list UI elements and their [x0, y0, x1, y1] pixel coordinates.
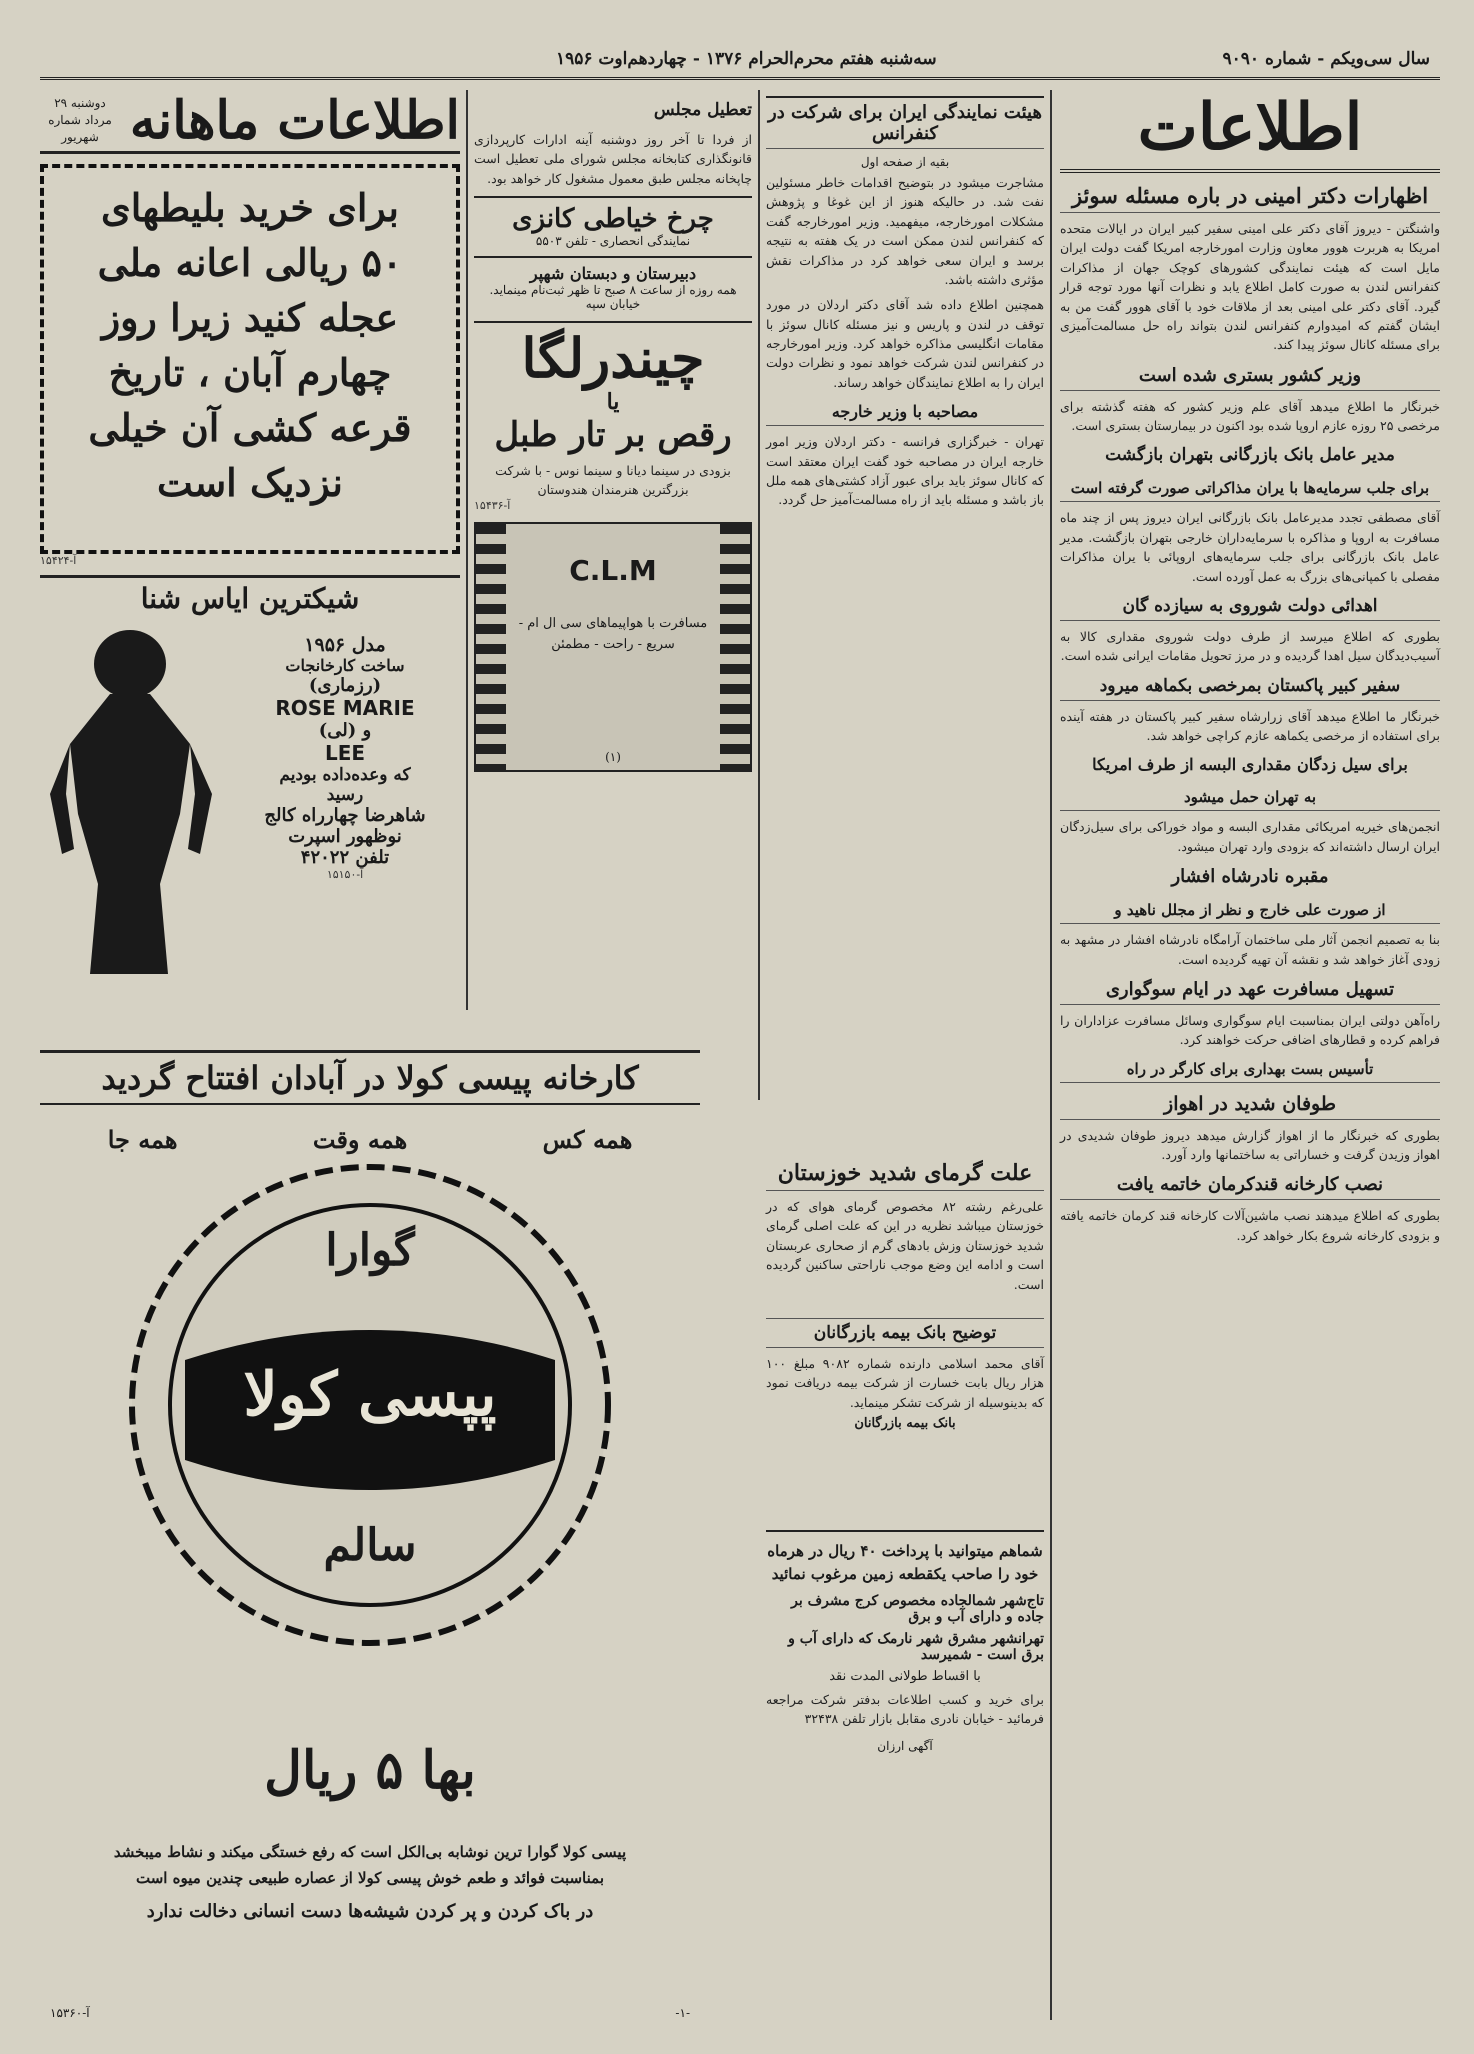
lottery-ad	[40, 164, 460, 554]
column-rule	[758, 90, 760, 1100]
lead-headline: اظهارات دکتر امینی در باره مسئله سوئز	[1060, 179, 1440, 213]
masthead: اطلاعات	[1060, 90, 1440, 173]
klm-logo: C.L.M	[569, 554, 657, 588]
ad-code: آ-۱۵۳۶۰	[50, 2006, 90, 2020]
ad-footer: آگهی ارزان	[877, 1738, 933, 1753]
klm-body: مسافرت با هواپیماهای سی ال ام - سریع - راحت - مطمئن	[518, 616, 708, 653]
film-strip	[720, 524, 750, 770]
subheadline: از صورت علی خارج و نظر از مجلل ناهید و	[1060, 897, 1440, 924]
pepsi-ad	[40, 1050, 700, 2030]
subheadline: به تهران حمل میشود	[1060, 784, 1440, 811]
article-body: تهران - خبرگزاری فرانسه - دکتر اردلان وزیر امور خارجه ایران در مصاحبه خود گفت ایران معتقد است که کانال سوئز باید برای عبور آزاد کشتی‌های همه ملل باز باشد و مسئله باید از راه مسالمت‌آمیز حل گردد.	[766, 434, 1044, 508]
slogan-item: همه کس	[542, 1125, 633, 1154]
ad-code: آ-۱۵۱۵۰	[326, 868, 364, 881]
swimsuit-figure-icon	[40, 624, 220, 984]
article-body: بطوری که خبرنگار ما از اهواز گزارش میدهد دیروز طوفان شدیدی در اهواز وزیدن گرفت و خساراتی به ساختمانها وارد آورد.	[1060, 1127, 1440, 1162]
footer-line: پیسی کولا گوارا ترین نوشابه بی‌الکل است که رفع خستگی میکند و نشاط میبخشد	[113, 1843, 627, 1861]
lottery-line: چهارم آبان ، تاریخ	[108, 350, 392, 396]
column-rule	[466, 90, 468, 1010]
cap-main: پپسی کولا	[243, 1360, 497, 1430]
headline: مدیر عامل بانک بازرگانی بتهران بازگشت	[1105, 445, 1395, 466]
lottery-line: نزدیک است	[157, 460, 343, 506]
article-body: بنا به تصمیم انجمن آثار ملی ساختمان آرامگاه نادرشاه افشار در مشهد به زودی آغاز خواهد شد و نقشه آن تهیه گردیده است.	[1060, 932, 1440, 967]
swimsuit-ad	[40, 575, 460, 995]
swimsuit-text	[230, 634, 460, 881]
footer-line: در باک کردن و پر کردن شیشه‌ها دست انسانی دخالت ندارد	[146, 1901, 594, 1922]
article-body: همچنین اطلاع داده شد آقای دکتر اردلان در مورد توقف در لندن و پاریس و نیز مسئله کانال سوئز با مقامات انگلیسی مذاکره خواهد کرد. وزیر امورخارجه در کنفرانس لندن شرکت خواهد نمود و نظرات دولت ایران را به اطلاع نمایندگان خواهد رساند.	[766, 297, 1044, 390]
page-header	[40, 40, 1440, 80]
headline: تسهیل مسافرت عهد در ایام سوگواری	[1060, 975, 1440, 1005]
pepsi-codes	[50, 2006, 690, 2020]
headline: توضیح بانک بیمه بازرگانان	[766, 1318, 1044, 1348]
headline: اهدائی دولت شوروی به سیازده گان	[1060, 592, 1440, 621]
headline: وزیر کشور بستری شده است	[1060, 361, 1440, 391]
ad-line: تاج‌شهر شمالجاده مخصوص کرج مشرف بر جاده و دارای آب و برق	[791, 1593, 1044, 1625]
headline: سفیر کبیر پاکستان بمرخصی بکماهه میرود	[1060, 672, 1440, 701]
ad-code: آ-۱۵۴۳۶	[474, 499, 511, 513]
pepsi-headline: کارخانه پیسی کولا در آبادان افتتاح گردید	[40, 1050, 700, 1105]
headline: تأسیس بست بهداری برای کارگر در راه	[1060, 1056, 1440, 1083]
heat-article	[766, 1150, 1044, 1435]
headline: هیئت نمایندگی ایران برای شرکت در کنفرانس	[766, 96, 1044, 149]
column-center-right	[766, 90, 1044, 2020]
article-body: بطوری که اطلاع میدهند نصب ماشین‌آلات کارخانه قند کرمان خاتمه یافته و بزودی کارخانه شروع بکار خواهد کرد.	[1060, 1208, 1440, 1243]
fashion-line: نوظهور اسپرت	[288, 826, 402, 847]
continued-note: بقیه از صفحه اول	[860, 155, 950, 169]
monthly-side: دوشنبه ۲۹ مرداد شماره شهریور	[48, 96, 112, 144]
fashion-line: رسید	[326, 785, 364, 805]
tajrish-ad	[766, 1530, 1044, 1753]
fashion-line: مدل ۱۹۵۶	[304, 634, 386, 656]
article-body: آقای مصطفی تجدد مدیرعامل بانک بازرگانی ایران دیروز پس از چند ماه مسافرت به اروپا و مذاکره با سرمایه‌داران خارجی بتهران بازگشت. مدیر عامل بانک بازرگانی برای جلب سرمایه‌های اروپائی با یران مذاکرات مفصلی با کمپانی‌های بزرگ به عمل آورده است.	[1060, 510, 1440, 584]
ad-line: تهرانشهر مشرق شهر نارمک که دارای آب و برق است - شمیرسد	[788, 1631, 1044, 1663]
cap-bottom: سالم	[323, 1520, 417, 1571]
monthly-masthead	[40, 90, 460, 154]
article-body: خبرنگار ما اطلاع میدهد آقای زرارشاه سفیر کبیر پاکستان در هفته آینده برای استفاده از مرخصی یکماهه عازم کراچی خواهد شد.	[1060, 708, 1440, 743]
column-right	[1060, 90, 1440, 2020]
fashion-line: ساخت کارخانجات	[285, 656, 405, 675]
fashion-line: (رزماری)	[308, 675, 382, 696]
ad-body: برای خرید و کسب اطلاعات بدفتر شرکت مراجعه فرمائید - خیابان نادری مقابل بازار تلفن ۳۲۴۳۸	[766, 1692, 1044, 1727]
article-body: از فردا تا آخر روز دوشنبه آینه ادارات کارپردازی قانونگذاری کتابخانه مجلس شورای ملی تعطیل است چاپخانه مجلس طبق معمول مشغول کار خواهد بود.	[474, 132, 752, 186]
fashion-line: و (لی)	[318, 720, 372, 741]
klm-code: (۱)	[605, 750, 621, 765]
article-body: خبرنگار ما اطلاع میدهد آقای علم وزیر کشور که هفته گذشته برای مرخصی ۲۵ روزه عازم اروپا شده بود اکنون در بیمارستان بستری است.	[1060, 398, 1440, 433]
lottery-line: ۵۰ ریالی اعانه ملی	[97, 240, 403, 286]
ad-body: همه روزه از ساعت ۸ صبح تا ظهر ثبت‌نام مینماید. خیابان سپه	[489, 283, 737, 312]
film-subtitle: رقص بر تار طبل	[494, 414, 732, 455]
article-body: علی‌رغم رشته ۸۲ مخصوص گرمای هوای که در خوزستان میباشد نظریه در این که علت اصلی گرمای شدید خوزستان وزش بادهای گرم از صحاری عربستان است و ادامه این وضع موجب ناراحتی ساکنین گردیده است.	[766, 1199, 1044, 1292]
film-title: چیندرلگا	[521, 326, 705, 391]
headline: برای سیل زدگان مقداری البسه از طرف امریکا	[1092, 755, 1408, 775]
ad-title: چرخ خیاطی کانزی	[512, 204, 714, 235]
monthly-title: اطلاعات ماهانه	[129, 90, 460, 151]
school-ad	[474, 256, 752, 311]
footer-line: بمناسبت فوائد و طعم خوش پیسی کولا از عصاره طبیعی چندین میوه است	[135, 1868, 604, 1887]
film-ya: یا	[606, 388, 620, 415]
pepsi-slogan	[40, 1125, 700, 1154]
cap-top: گوارا	[325, 1225, 415, 1276]
article-body: انجمن‌های خیریه امریکائی مقداری البسه و مواد خوراکی برای سیل‌زدگان ایران ارسال داشته‌اند که بزودی وارد تهران میشود.	[1060, 819, 1440, 854]
headline: تعطیل مجلس	[653, 100, 752, 120]
ad-title: دبیرستان و دبستان شهپر	[529, 264, 697, 284]
newspaper-page	[40, 40, 1440, 2030]
bank-signature: بانک بیمه بازرگانان	[854, 1416, 956, 1431]
date-line: سه‌شنبه هفتم محرم‌الحرام ۱۳۷۶ - چهاردهم‌اوت ۱۹۵۶	[555, 48, 937, 69]
page-number: -۱-	[675, 2006, 690, 2020]
lottery-line: عجله کنید زیرا روز	[101, 295, 399, 341]
column-rule	[1050, 90, 1052, 2020]
ad-code: آ-۱۵۴۲۴	[40, 554, 77, 567]
sewing-ad	[474, 196, 752, 248]
headline: علت گرمای شدید خوزستان	[766, 1156, 1044, 1191]
article-body: راه‌آهن دولتی ایران بمناسبت ایام سوگواری وسائل مسافرت عزاداران را فراهم کرده و قطارهای اضافی حرکت خواهند کرد.	[1060, 1012, 1440, 1048]
column-left	[40, 90, 460, 1050]
lead-body: واشنگتن - دیروز آقای دکتر علی امینی سفیر کبیر ایران در ایالات متحده امریکا به هربرت هوور معاون وزارت امورخارجه امریکا گفت دولت ایران مایل است که هیئت نمایندگی کشورهای کوچک جهان از مذاکرات کنفرانس لندن به صورت کامل اطلاع یابد و نظرات آنها مورد توجه قرار گیرد. آقای دکتر علی امینی بعد از ملاقات خود با آقای هوور گفت من به ایشان گفتم که امیدوارم کنفرانس لندن بتواند راه حل مسالمت‌آمیزی برای مسئله کانال سوئز پیدا کند.	[1060, 221, 1440, 353]
pepsi-footer	[50, 1840, 690, 1928]
subheadline: برای جلب سرمایه‌ها با یران مذاکراتی صورت گرفته است	[1060, 475, 1440, 502]
headline: مصاحبه با وزیر خارجه	[766, 398, 1044, 426]
lottery-line: برای خرید بلیطهای	[101, 185, 399, 230]
headline: نصب کارخانه قندکرمان خاتمه یافت	[1060, 1170, 1440, 1200]
column-center-left	[474, 90, 752, 1000]
film-ad	[474, 321, 752, 512]
article-body: آقای محمد اسلامی دارنده شماره ۹۰۸۲ مبلغ ۱۰۰ هزار ریال بابت خسارت از شرکت بیمه دریافت نمود که بدینوسیله از شرکت تشکر مینماید.	[766, 1355, 1044, 1410]
fashion-line: شاهرضا چهارراه کالج	[264, 805, 426, 826]
article-body: بطوری که اطلاع میرسد از طرف دولت شوروی مقداری کالا به آسیب‌دیدگان سیل اهدا گردیده و در مرز تحویل مقامات ایرانی شده است.	[1060, 628, 1440, 664]
fashion-line: LEE	[324, 741, 366, 765]
film-strip	[476, 524, 506, 770]
ad-line: با اقساط طولانی المدت نقد	[829, 1669, 981, 1684]
issue-info: سال سی‌ویکم - شماره ۹۰۹۰	[1222, 48, 1430, 69]
klm-ad	[474, 522, 752, 772]
fashion-line: ROSE MARIE	[275, 696, 415, 720]
fashion-line: تلفن ۴۲۰۲۲	[300, 847, 390, 868]
ad-sub: نمایندگی انحصاری - تلفن ۵۵۰۳	[535, 234, 691, 249]
slogan-item: همه وقت	[312, 1125, 408, 1154]
film-body: بزودی در سینما دیانا و سینما نوس - با شرکت بزرگترین هنرمندان هندوستان	[495, 462, 731, 497]
slogan-item: همه جا	[107, 1125, 178, 1154]
fashion-line: که وعده‌داده بودیم	[279, 765, 411, 785]
ad-lead: شماهم میتوانید با پرداخت ۴۰ ریال در هرماه خود را صاحب یکقطعه زمین مرغوب نمائید	[767, 1542, 1043, 1583]
article-body: مشاجرت میشود در بتوضیح اقدامات خاطر مسئولین نفت شد. در حالیکه هنوز از این غوغا و پژوهش مشکلات امورخارجه، میفهمید. وزیر امورخارجه گفت که کنفرانس لندن ممکن است در یک هفته به نتیجه برسد و ایران سعی خواهد کرد در مذاکرات نقش مؤثری داشته باشد.	[766, 175, 1044, 287]
lottery-line: قرعه کشی آن خیلی	[88, 405, 412, 451]
headline: مقبره نادرشاه افشار	[1171, 866, 1329, 888]
headline: طوفان شدید در اهواز	[1060, 1089, 1440, 1120]
pepsi-price: بها ۵ ریال	[264, 1740, 476, 1801]
swimsuit-title: شیکترین ایاس شنا	[140, 582, 360, 615]
